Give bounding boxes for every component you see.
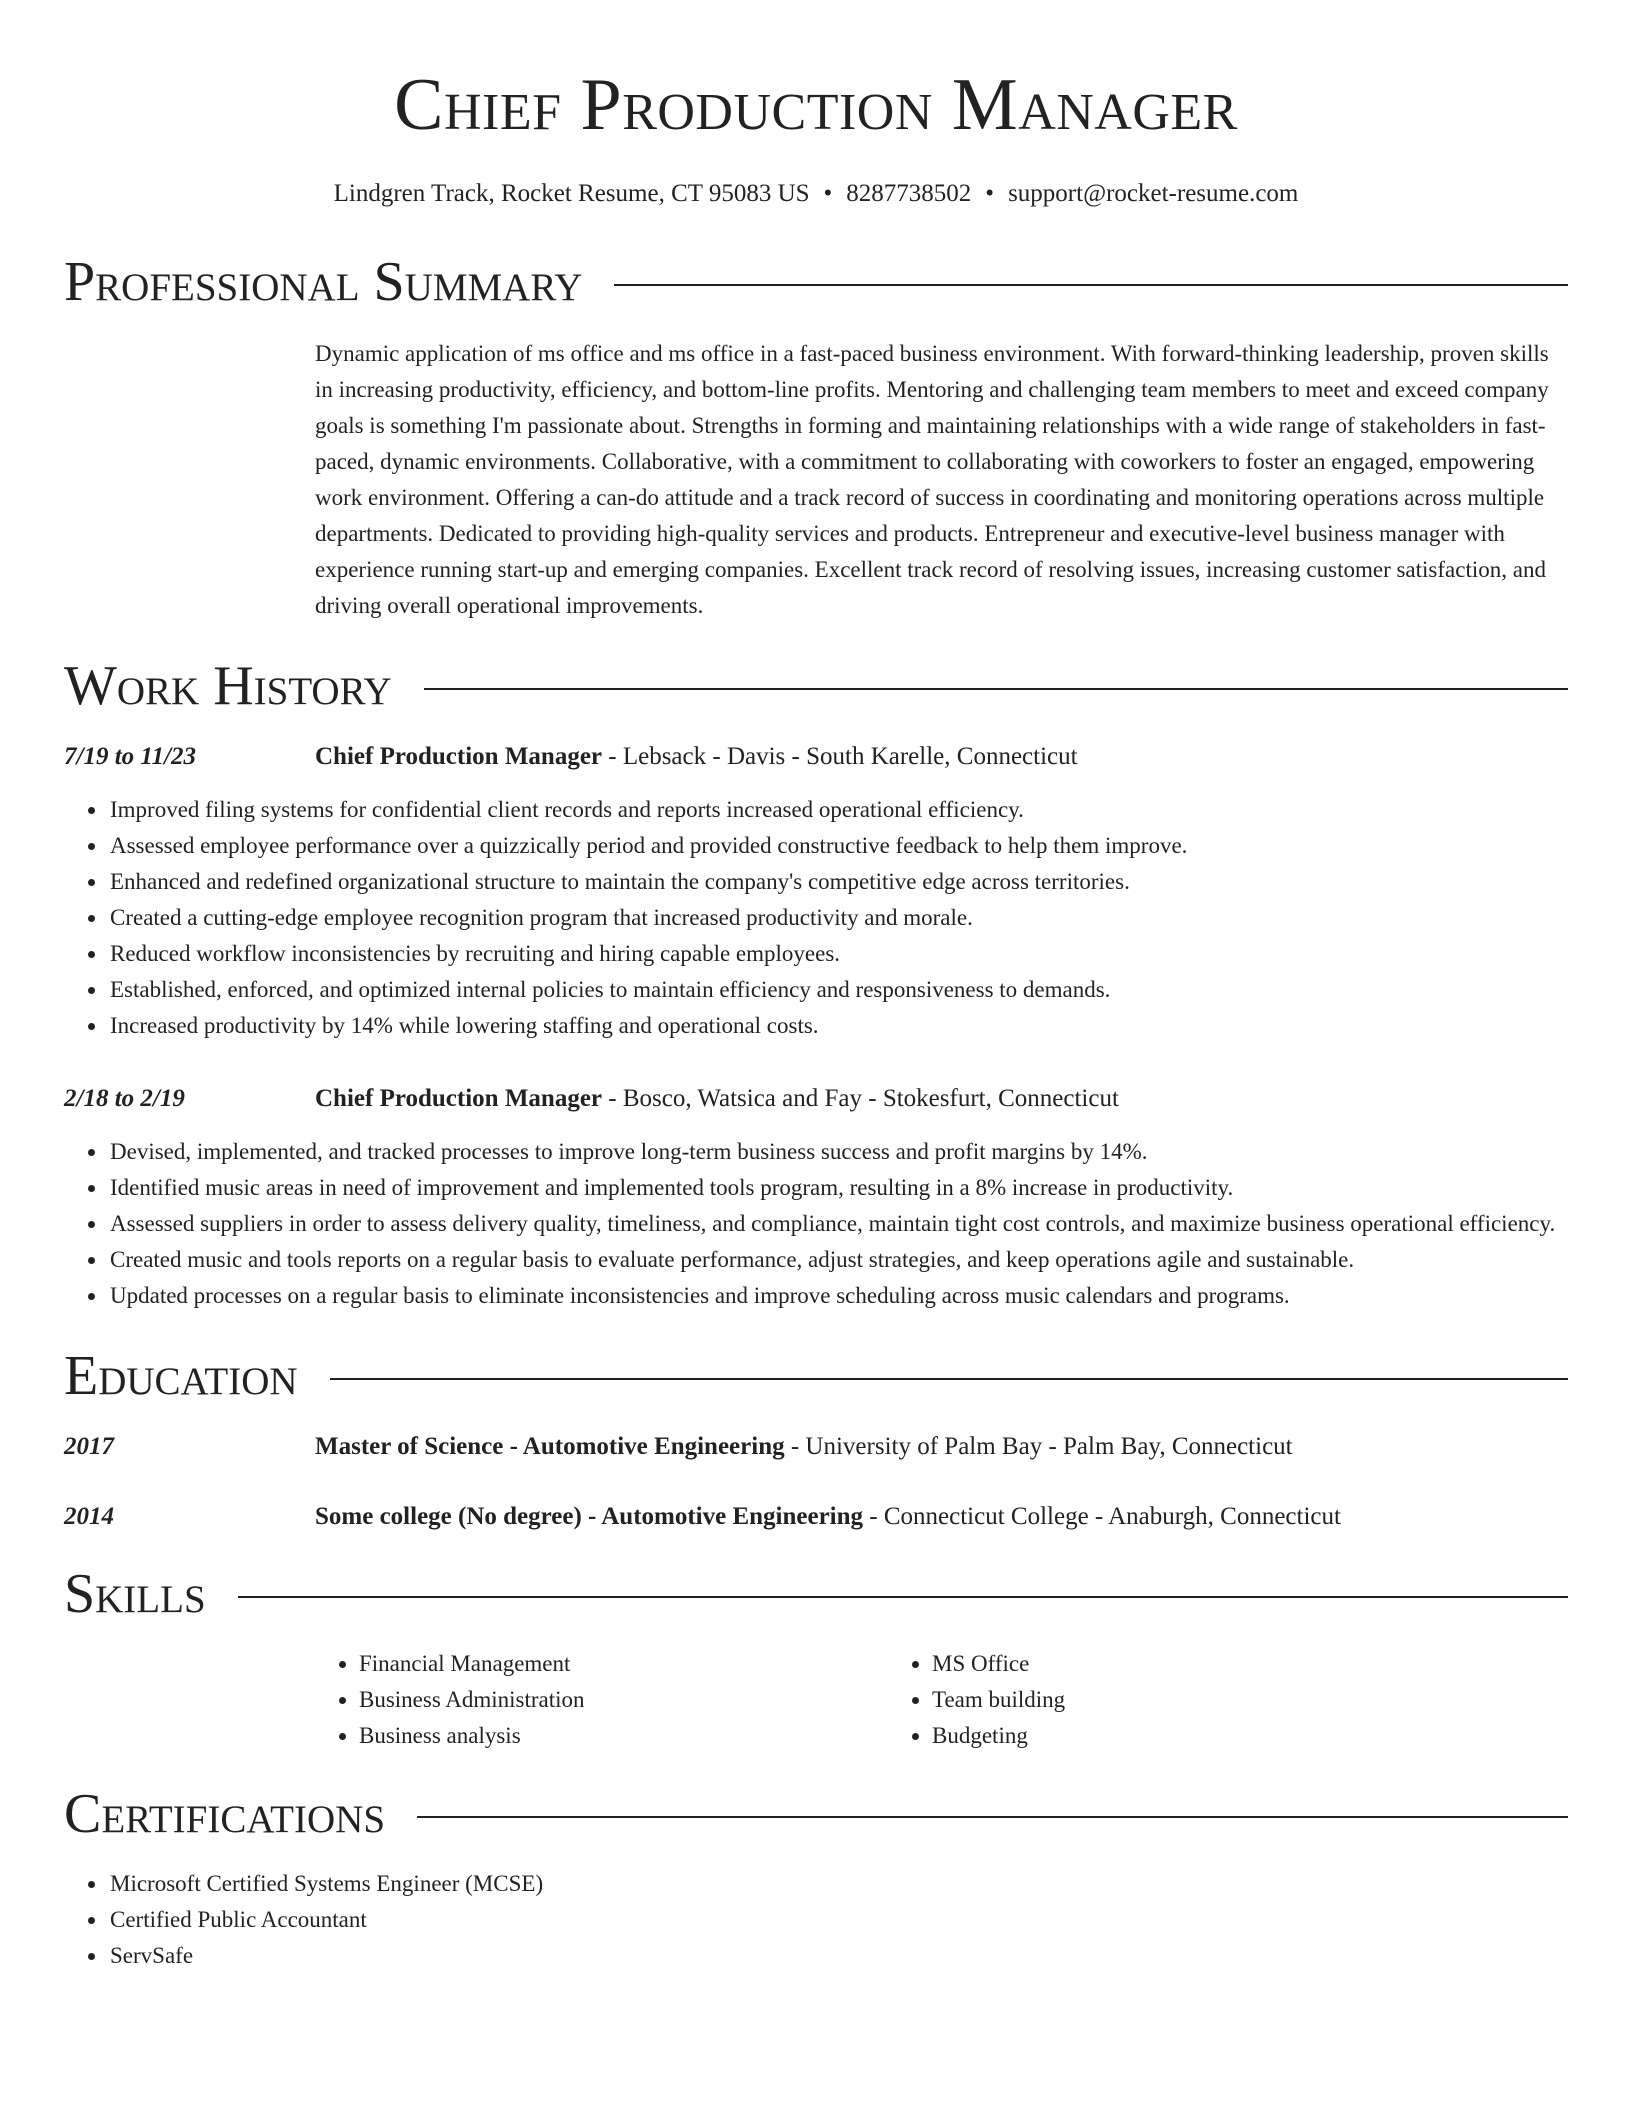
list-item: • Identified music areas in need of improvement and implemented tools program, resulting in a 8% increase in productivity.: [108, 1170, 1568, 1206]
education-school: - University of Palm Bay - Palm Bay, Connecticut: [784, 1433, 1293, 1460]
job-bullets: [64, 792, 1568, 1044]
education-degree: Master of Science - Automotive Engineering: [315, 1433, 785, 1460]
section-title-skills: Skills: [64, 1563, 206, 1625]
section-title-summary: Professional Summary: [64, 251, 583, 313]
job-entry: [64, 740, 1568, 1044]
list-item: • Financial Management: [359, 1646, 888, 1682]
section-divider: [614, 284, 1568, 286]
list-item: • ServSafe: [108, 1938, 1568, 1974]
education-school: - Connecticut College - Anaburgh, Connecticut: [863, 1503, 1341, 1530]
job-company: - Bosco, Watsica and Fay - Stokesfurt, Connecticut: [602, 1085, 1119, 1112]
list-item: • Created music and tools reports on a regular basis to evaluate performance, adjust strategies, and keep operations agile and sustainable.: [108, 1242, 1568, 1278]
job-header: [64, 1082, 1568, 1116]
section-header-work: [64, 654, 1568, 718]
list-item: • Assessed employee performance over a quizzically period and provided constructive feedback to help them improve.: [108, 828, 1568, 864]
list-item: • MS Office: [932, 1646, 1065, 1682]
job-title-line: [315, 1082, 1119, 1116]
skills-list-right: [888, 1646, 1065, 1754]
section-title-certifications: Certifications: [64, 1783, 386, 1845]
list-item: • Budgeting: [932, 1718, 1065, 1754]
contact-line: [64, 178, 1568, 210]
section-header-education: [64, 1344, 1568, 1408]
contact-separator: •: [985, 180, 995, 207]
contact-phone: 8287738502: [846, 180, 972, 207]
job-entry: [64, 1082, 1568, 1314]
list-item: • Devised, implemented, and tracked processes to improve long-term business success and profit margins by 14%.: [108, 1134, 1568, 1170]
list-item: • Assessed suppliers in order to assess delivery quality, timeliness, and compliance, maintain tight cost controls, and maximize business operational efficiency.: [108, 1206, 1568, 1242]
list-item: • Certified Public Accountant: [108, 1902, 1568, 1938]
list-item: • Enhanced and redefined organizational structure to maintain the company's competitive edge across territories.: [108, 864, 1568, 900]
section-divider: [238, 1596, 1568, 1598]
section-divider: [330, 1378, 1568, 1380]
section-divider: [417, 1816, 1568, 1818]
list-item: • Microsoft Certified Systems Engineer (MCSE): [108, 1866, 1568, 1902]
list-item: • Updated processes on a regular basis to eliminate inconsistencies and improve scheduling across music calendars and programs.: [108, 1278, 1568, 1314]
education-entry: [64, 1500, 1568, 1534]
summary-text: Dynamic application of ms office and ms office in a fast-paced business environment. With forward-thinking leadership, proven skills in increasing productivity, efficiency, and bottom-line profits. Mentoring and challenging team members to meet and exceed company goals is something I'm passionate about. Strengths in forming and maintaining relationships with a wide range of stakeholders in fast-paced, dynamic environments. Collaborative, with a commitment to collaborating with coworkers to foster an engaged, empowering work environment. Offering a can-do attitude and a track record of success in coordinating and monitoring operations across multiple departments. Dedicated to providing high-quality services and products. Entrepreneur and executive-level business manager with experience running start-up and emerging companies. Excellent track record of resolving issues, increasing customer satisfaction, and driving overall operational improvements.: [315, 341, 1549, 618]
list-item: • Created a cutting-edge employee recognition program that increased productivity and morale.: [108, 900, 1568, 936]
list-item: • Improved filing systems for confidential client records and reports increased operational efficiency.: [108, 792, 1568, 828]
job-title-line: [315, 740, 1078, 774]
job-title: Chief Production Manager: [315, 743, 603, 770]
contact-address: Lindgren Track, Rocket Resume, CT 95083 US: [333, 180, 810, 207]
contact-email: support@rocket-resume.com: [1008, 180, 1299, 207]
list-item: • Reduced workflow inconsistencies by recruiting and hiring capable employees.: [108, 936, 1568, 972]
section-header-skills: [64, 1562, 1568, 1626]
certifications-list: [64, 1866, 1568, 1974]
education-line: [315, 1500, 1341, 1534]
candidate-name: Chief Production Manager: [394, 64, 1238, 146]
job-dates: 2/18 to 2/19: [64, 1085, 185, 1112]
education-line: [315, 1430, 1293, 1464]
education-degree: Some college (No degree) - Automotive Engineering: [315, 1503, 864, 1530]
contact-separator: •: [823, 180, 833, 207]
job-title: Chief Production Manager: [315, 1085, 603, 1112]
section-header-summary: [64, 250, 1568, 314]
list-item: • Established, enforced, and optimized internal policies to maintain efficiency and responsiveness to demands.: [108, 972, 1568, 1008]
list-item: • Business analysis: [359, 1718, 888, 1754]
job-header: [64, 740, 1568, 774]
skills-list-left: [315, 1646, 888, 1754]
section-header-certifications: [64, 1782, 1568, 1846]
section-title-work: Work History: [64, 655, 392, 717]
education-year: 2014: [64, 1503, 114, 1530]
list-item: • Increased productivity by 14% while lowering staffing and operational costs.: [108, 1008, 1568, 1044]
education-entry: [64, 1430, 1568, 1464]
job-company: - Lebsack - Davis - South Karelle, Connecticut: [602, 743, 1078, 770]
job-bullets: [64, 1134, 1568, 1314]
list-item: • Team building: [932, 1682, 1065, 1718]
skills-columns: [315, 1646, 1568, 1754]
job-dates: 7/19 to 11/23: [64, 743, 196, 770]
section-title-education: Education: [64, 1345, 298, 1407]
education-year: 2017: [64, 1433, 114, 1460]
section-divider: [424, 688, 1568, 690]
list-item: • Business Administration: [359, 1682, 888, 1718]
